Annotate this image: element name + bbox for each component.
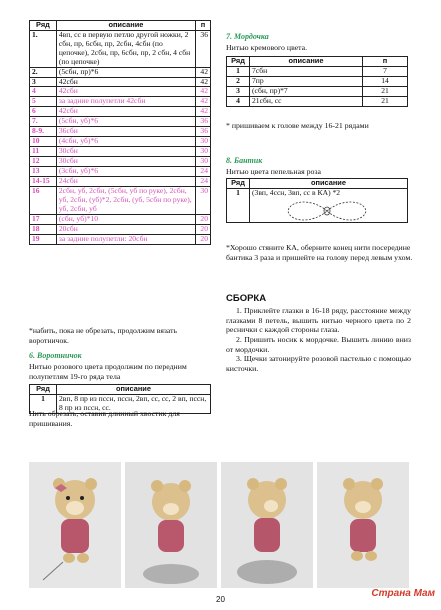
- table-row: [30, 97, 211, 107]
- row-stitch-count: 42: [196, 107, 211, 117]
- muzzle-title: 7. Мордочка: [226, 32, 269, 41]
- assembly-step-3: 3. Щечки затонируйте розовой пастелью с помощью кисточки.: [226, 354, 411, 373]
- row-description: 2вп, 8 пр из псcн, псcн, 2вп, сс, сс, 2 вп, псcн, 8 пр из псcн, сс.: [57, 394, 211, 413]
- row-number: 18: [30, 224, 57, 234]
- row-stitch-count: 30: [196, 186, 211, 214]
- row-description: 30сбн: [56, 157, 195, 167]
- row-stitch-count: 42: [196, 97, 211, 107]
- table-row: [30, 214, 211, 224]
- bow-col-header-row: Ряд: [227, 179, 250, 189]
- row-number: 7.: [30, 117, 57, 127]
- bow-col-header-description: описание: [250, 179, 408, 189]
- row-stitch-count: 42: [196, 77, 211, 87]
- row-description: 36сбн: [56, 127, 195, 137]
- muzzle-col-header-row: Ряд: [227, 57, 250, 67]
- row-description: (5сбн, пр)*6: [56, 67, 195, 77]
- row-number: 8-9.: [30, 127, 57, 137]
- table-row: [30, 30, 211, 67]
- page-number: 20: [216, 595, 225, 604]
- row-description: (3вп, 4ссн, 3вп, сс в КА) *2: [252, 187, 341, 197]
- assembly-title: СБОРКА: [226, 293, 267, 304]
- row-number: 5: [30, 97, 57, 107]
- row-stitch-count: 20: [196, 214, 211, 224]
- collar-col-header-description: описание: [57, 385, 211, 395]
- row-description: 7пр: [250, 76, 363, 86]
- table-row: [227, 96, 408, 106]
- body-note: *набить, пока не обрезать, продолжим вязать воротничок.: [29, 326, 177, 345]
- row-description: 4вп, сс в первую петлю другой ножки, 2 сбн, пр, 6сбн, пр, 2сбн, 4сбн (по цепочке), 2сбн, пр, 6сбн, пр, 2 сбн, 4 сбн (по цепочке): [56, 30, 195, 67]
- table-row: [30, 87, 211, 97]
- muzzle-note: * пришиваем к голове между 16-21 рядами: [226, 121, 369, 130]
- bow-note: *Хорошо стяните КА, оберните конец нити посередине бантика 3 раза и пришейте на голову перед левым ухом.: [226, 243, 413, 262]
- row-number: 1: [227, 66, 250, 76]
- table-row: [30, 137, 211, 147]
- collar-intro: Нитью розового цвета продолжим по передним полупетлям 19-го ряда тела: [29, 362, 187, 381]
- row-stitch-count: 20: [196, 224, 211, 234]
- row-number: 3: [30, 77, 57, 87]
- row-number: 17: [30, 214, 57, 224]
- row-stitch-count: 36: [196, 30, 211, 67]
- table-row: [227, 86, 408, 96]
- collar-title: 6. Воротничок: [29, 351, 82, 360]
- col-header-description: описание: [56, 21, 195, 31]
- row-number: 13: [30, 167, 57, 177]
- row-number: 6: [30, 107, 57, 117]
- table-row: [30, 157, 211, 167]
- table-row: [30, 186, 211, 214]
- row-description: (сбн, пр)*7: [250, 86, 363, 96]
- col-header-stitches: п: [196, 21, 211, 31]
- row-stitch-count: 30: [196, 147, 211, 157]
- collar-note: Нить обрезать, оставив длинный хвостик для пришивания.: [29, 409, 180, 428]
- row-description: 42сбн: [56, 87, 195, 97]
- row-description: 20сбн: [56, 224, 195, 234]
- row-stitch-count: 24: [196, 167, 211, 177]
- bear-photo-2: [125, 462, 217, 588]
- assembly-step-1: 1. Приклейте глазки в 16-18 ряду, расстояние между глазками 8 петель, вышить нитью черного цвета по 2 реснички с каждой стороны глаза.: [226, 306, 411, 335]
- row-stitch-count: 36: [196, 127, 211, 137]
- table-row: [227, 66, 408, 76]
- table-row: [227, 188, 408, 222]
- row-stitch-count: 36: [196, 117, 211, 127]
- row-number: 12: [30, 157, 57, 167]
- bow-pattern-table: [226, 178, 408, 223]
- row-description: за задние полупетли: 20сбн: [56, 234, 195, 244]
- muzzle-intro: Нитью кремового цвета.: [226, 43, 308, 52]
- body-pattern-table: [29, 20, 211, 245]
- row-description: (3сбн, уб)*6: [56, 167, 195, 177]
- row-stitch-count: 21: [363, 96, 408, 106]
- table-row: [30, 147, 211, 157]
- row-stitch-count: 14: [363, 76, 408, 86]
- row-description: 24сбн: [56, 177, 195, 187]
- row-description: 42сбн: [56, 107, 195, 117]
- table-row: [30, 77, 211, 87]
- assembly-steps: [226, 306, 411, 374]
- muzzle-col-header-description: описание: [250, 57, 363, 67]
- muzzle-col-header-stitches: п: [363, 57, 408, 67]
- table-row: [30, 234, 211, 244]
- bear-photo-1: [29, 462, 121, 588]
- row-description: за задние полупетли 42сбн: [56, 97, 195, 107]
- row-description: (сбн, уб)*10: [56, 214, 195, 224]
- row-number: 10: [30, 137, 57, 147]
- table-row: [30, 117, 211, 127]
- row-number: 3: [227, 86, 250, 96]
- row-description: 30сбн: [56, 147, 195, 157]
- row-stitch-count: 20: [196, 234, 211, 244]
- table-row: [227, 76, 408, 86]
- row-description: 21сбн, сс: [250, 96, 363, 106]
- bow-title: 8. Бантик: [226, 156, 263, 165]
- bow-intro: Нитью цвета пепельная роза: [226, 167, 321, 176]
- table-row: [30, 67, 211, 77]
- row-description: 7сбн: [250, 66, 363, 76]
- table-row: [30, 127, 211, 137]
- bear-photo-4: [317, 462, 409, 588]
- row-stitch-count: 24: [196, 177, 211, 187]
- row-number: 2.: [30, 67, 57, 77]
- table-row: [30, 177, 211, 187]
- bow-diagram: [282, 200, 372, 222]
- row-stitch-count: 30: [196, 137, 211, 147]
- table-row: [30, 167, 211, 177]
- bear-photo-3: [221, 462, 313, 588]
- row-description-cell: [250, 188, 408, 222]
- row-description: 2сбн, уб, 2сбн, (5сбн, уб по руке), 2сбн, уб, 2сбн, (уб)*2, 2сбн, (уб, 5сбн по руке), уб, 2сбн, уб: [56, 186, 195, 214]
- collar-col-header-row: Ряд: [30, 385, 57, 395]
- row-stitch-count: 30: [196, 157, 211, 167]
- row-number: 1: [227, 188, 250, 222]
- row-number: 11: [30, 147, 57, 157]
- assembly-step-2: 2. Пришить носик к мордочке. Вышить линию вниз от мордочки.: [226, 334, 411, 354]
- row-number: 2: [227, 76, 250, 86]
- col-header-row: Ряд: [30, 21, 57, 31]
- row-stitch-count: 21: [363, 86, 408, 96]
- site-watermark: Страна Мам: [371, 588, 435, 599]
- photo-strip: [29, 462, 411, 588]
- table-row: [30, 107, 211, 117]
- row-description: (4сбн, уб)*6: [56, 137, 195, 147]
- row-description: 42сбн: [56, 77, 195, 87]
- row-number: 4: [30, 87, 57, 97]
- muzzle-pattern-table: [226, 56, 408, 107]
- row-stitch-count: 42: [196, 87, 211, 97]
- row-number: 4: [227, 96, 250, 106]
- row-number: 19: [30, 234, 57, 244]
- table-row: [30, 224, 211, 234]
- row-stitch-count: 7: [363, 66, 408, 76]
- row-description: (5сбн, уб)*6: [56, 117, 195, 127]
- row-number: 14-15: [30, 177, 57, 187]
- row-number: 16: [30, 186, 57, 214]
- row-stitch-count: 42: [196, 67, 211, 77]
- row-number: 1: [30, 394, 57, 413]
- row-number: 1.: [30, 30, 57, 67]
